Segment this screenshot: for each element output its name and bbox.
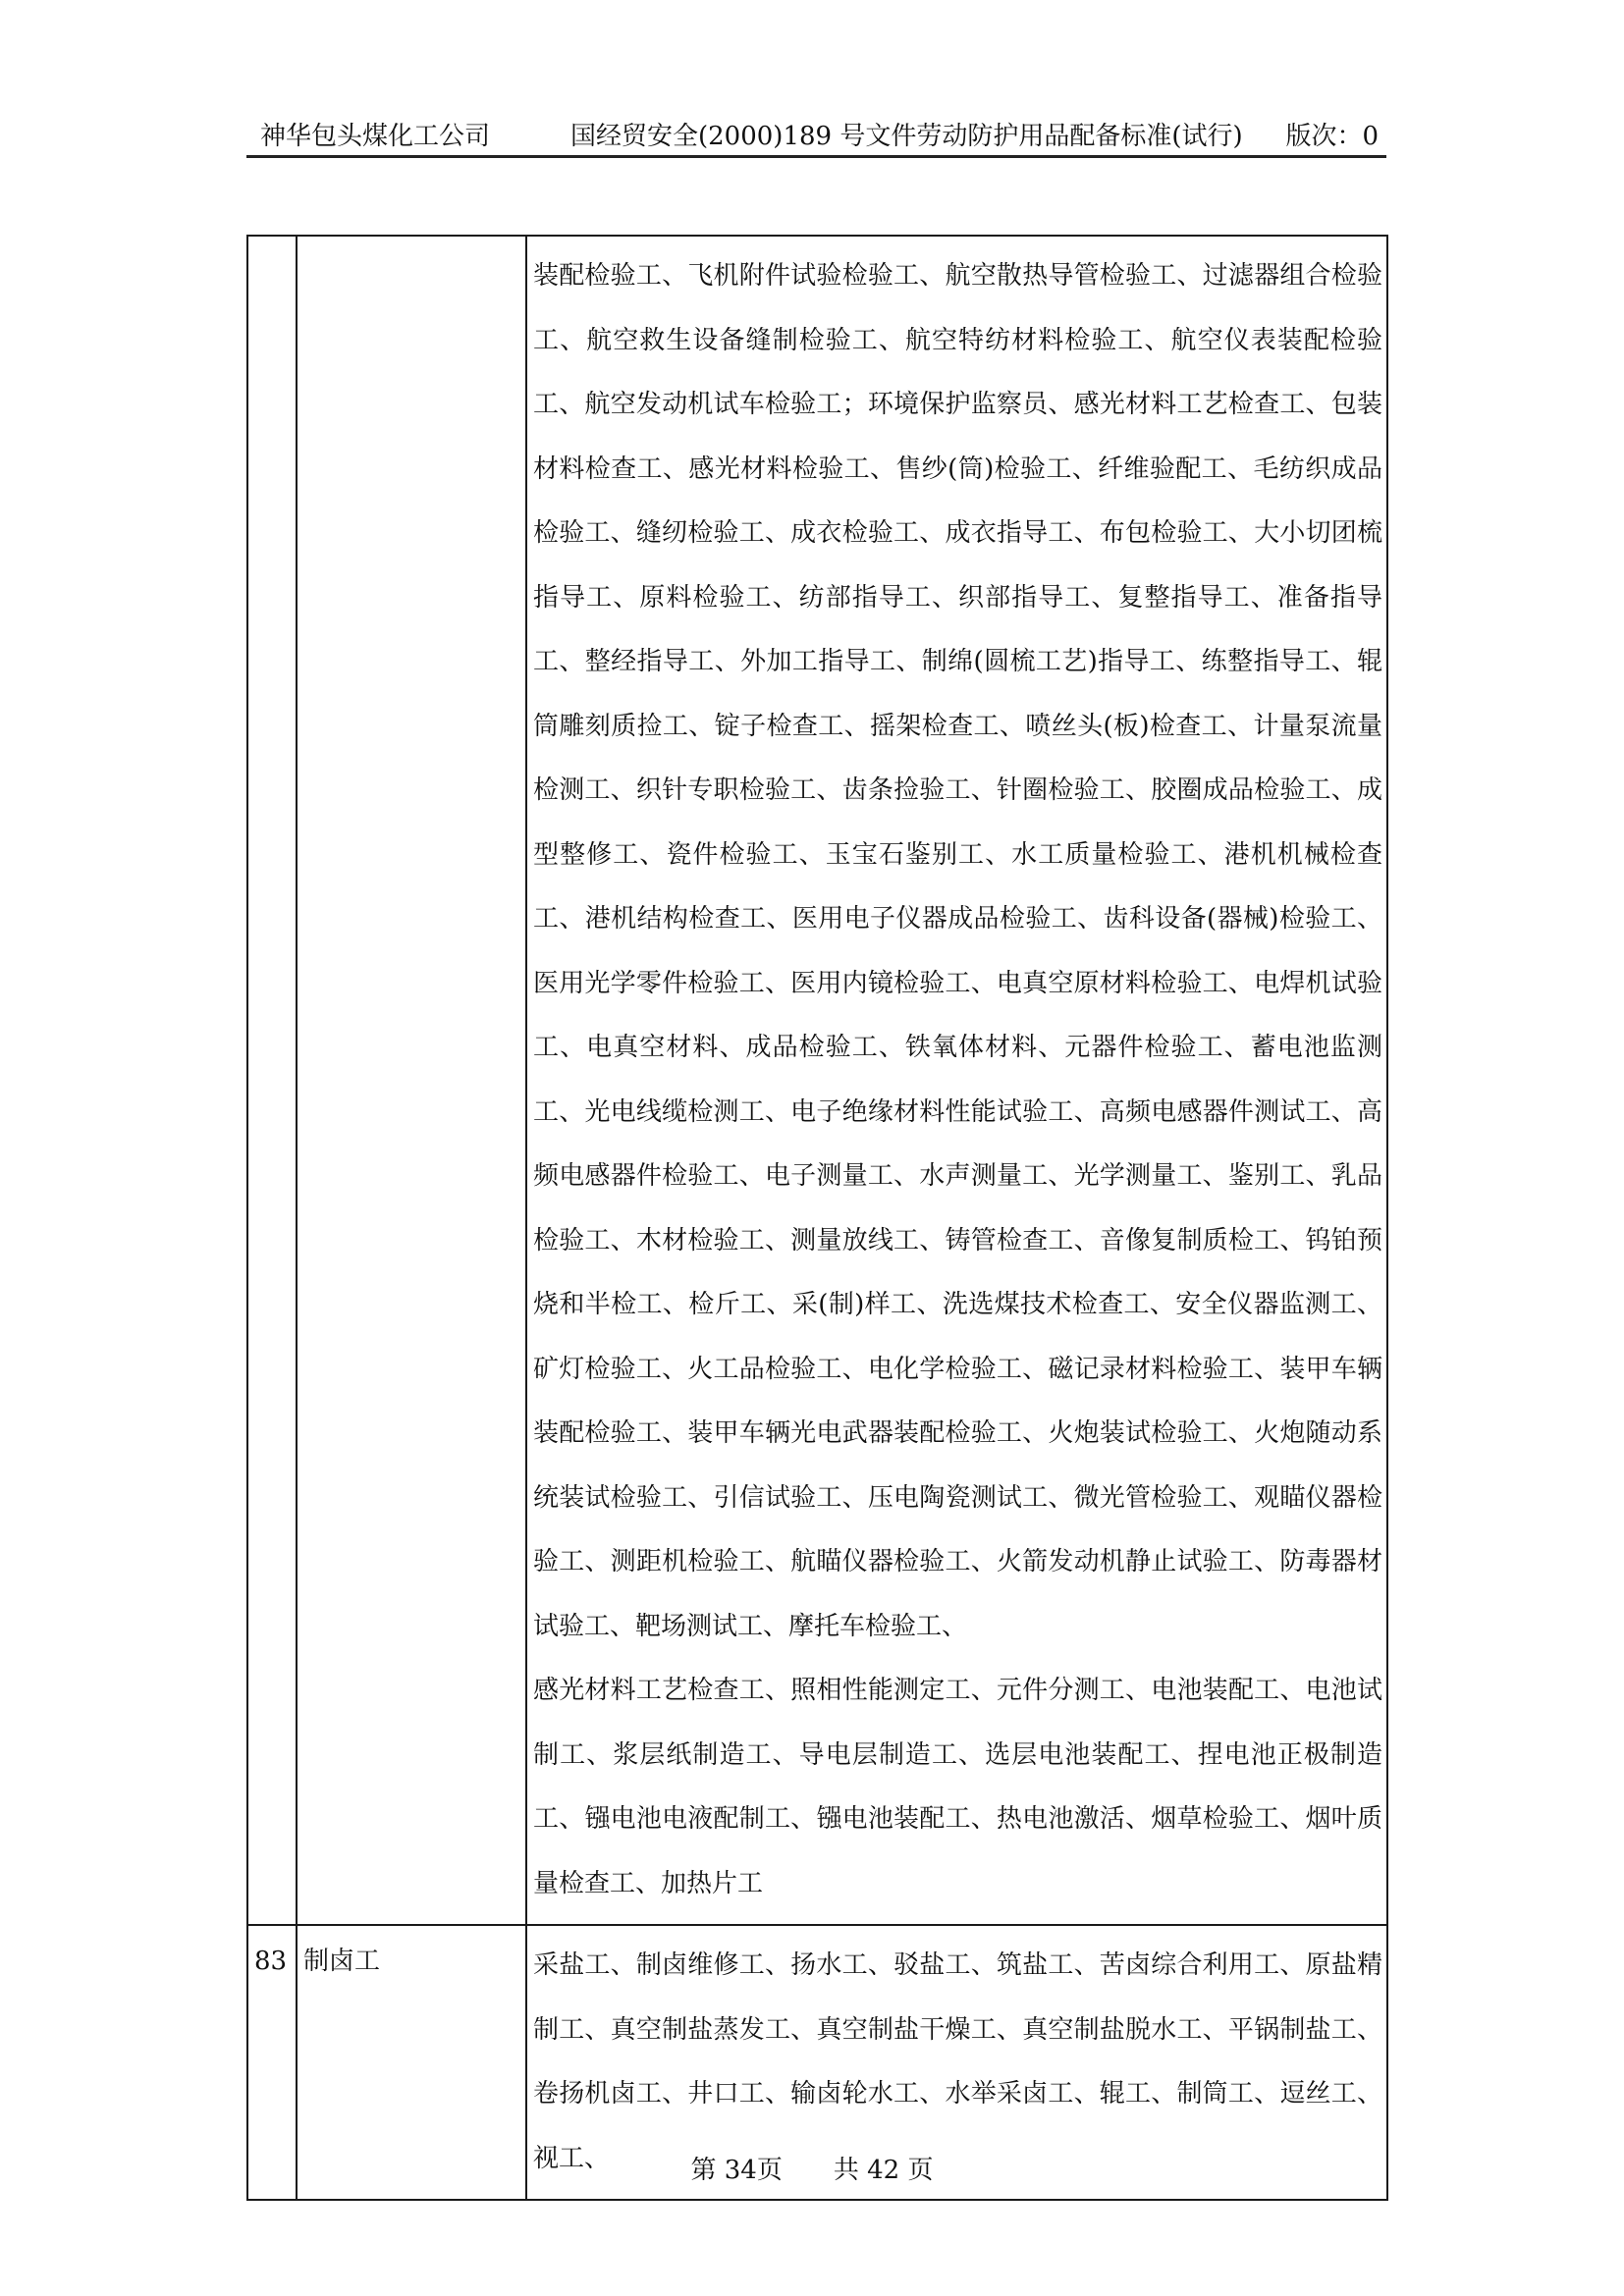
job-name-cell [297,236,526,1925]
page-total: 共 42 页 [833,2156,934,2185]
job-name-cell: 制卤工 [297,1925,526,2200]
company-name: 神华包头煤化工公司 [260,122,491,151]
version-label: 版次：0 [1285,122,1379,151]
page-number: 第 34页 [690,2156,783,2185]
table-row [247,236,1387,1925]
job-list-cell [526,236,1387,1925]
document-title: 国经贸安全(2000)189 号文件劳动防护用品配备标准(试行) [570,122,1243,151]
page-footer [0,2150,1624,2186]
job-classification-table [246,235,1388,2201]
row-number-cell [247,236,297,1925]
job-list-paragraph: 装配检验工、飞机附件试验检验工、航空散热导管检验工、过滤器组合检验工、航空救生设备缝制检验工、航空特纺材料检验工、航空仪表装配检验工、航空发动机试车检验工；环境保护监察员、感光材料工艺检查工、包装材料检查工、感光材料检验工、售纱(筒)检验工、纤维验配工、毛纺织成品检验工、缝纫检验工、成衣检验工、成衣指导工、布包检验工、大小切团梳指导工、原料检验工、纺部指导工、织部指导工、复整指导工、准备指导工、整经指导工、外加工指导工、制绵(圆梳工艺)指导工、练整指导工、辊筒雕刻质捡工、锭子检查工、摇架检查工、喷丝头(板)检查工、计量泵流量检测工、织针专职检验工、齿条捡验工、针圈检验工、胶圈成品检验工、成型整修工、瓷件检验工、玉宝石鉴别工、水工质量检验工、港机机械检查工、港机结构检查工、医用电子仪器成品检验工、齿科设备(器械)检验工、医用光学零件检验工、医用内镜检验工、电真空原材料检验工、电焊机试验工、电真空材料、成品检验工、铁氧体材料、元器件检验工、蓄电池监测工、光电线缆检测工、电子绝缘材料性能试验工、高频电感器件测试工、高频电感器件检验工、电子测量工、水声测量工、光学测量工、鉴别工、乳品检验工、木材检验工、测量放线工、铸管检查工、音像复制质检工、钨铂预烧和半检工、检斤工、采(制)样工、洗选煤技术检查工、安全仪器监测工、矿灯检验工、火工品检验工、电化学检验工、磁记录材料检验工、装甲车辆装配检验工、装甲车辆光电武器装配检验工、火炮装试检验工、火炮随动系统装试检验工、引信试验工、压电陶瓷测试工、微光管检验工、观瞄仪器检验工、测距机检验工、航瞄仪器检验工、火箭发动机静止试验工、防毒器材试验工、靶场测试工、摩托车检验工、 [533,261,1382,1641]
row-number-cell: 83 [247,1925,297,2200]
page-header [246,110,1386,158]
job-list-paragraph: 采盐工、制卤维修工、扬水工、驳盐工、筑盐工、苦卤综合利用工、原盐精制工、真空制盐蒸发工、真空制盐干燥工、真空制盐脱水工、平锅制盐工、卷扬机卤工、井口工、输卤轮水工、水举采卤工、辊工、制筒工、逗丝工、视工、 [533,1950,1382,2173]
job-list-paragraph: 感光材料工艺检查工、照相性能测定工、元件分测工、电池装配工、电池试制工、浆层纸制造工、导电层制造工、选层电池装配工、捏电池正极制造工、镪电池电液配制工、镪电池装配工、热电池激活、烟草检验工、烟叶质量检查工、加热片工 [533,1676,1382,1898]
